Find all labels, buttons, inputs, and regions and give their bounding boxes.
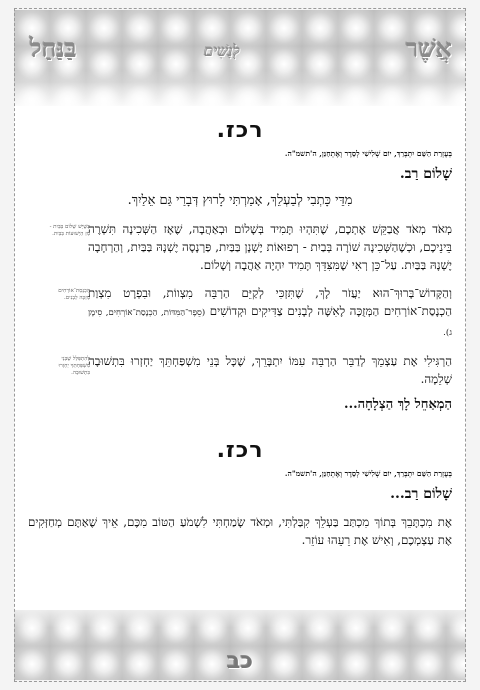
page-content	[28, 96, 452, 549]
letter-2-greeting: שָׁלוֹם רַב...	[390, 486, 452, 502]
letter-1-opening-line: מִדֵּי כָּתְבִי לְבַעְלֵךְ, אָמַרְתִּי לָרוּץ דְּבָרַי גַּם אֵלַיִךְ.	[127, 193, 353, 208]
book-logo-word-middle: לְנָשִׁים	[204, 42, 240, 60]
letter-1-paragraph-2-text: וְהַקָּדוֹשׁ־בָּרוּךְ־הוּא יַעֲזֹר לָךְ, שֶׁתִּזְכִּי לְקַיֵּם הַרְבֵּה מִצְווֹת, וּבִפְרָט מִצְוַת הַכְנָסַת־אוֹרְחִים הַמְּזֻכָּה לָאִשָּׁה לְבָנִים צַדִּיקִים וּקְדוֹשִׁים	[88, 286, 452, 318]
letter-1-paragraph-2-block	[28, 284, 452, 342]
page-number: כב	[227, 649, 253, 674]
letter-1-paragraph-3: הַרְגִּילִי אֶת עַצְמֵךְ לְדַבֵּר הַרְבֵּה עִמּוֹ יִתְבָּרֵךְ, שֶׁכָּל בְּנֵי מִשְׁפַּחְתֵּךְ יַחְזְרוּ בִּתְשׁוּבָה שְׁלֵמָה.	[88, 354, 452, 386]
letter-1-paragraph-3-block	[28, 352, 452, 388]
letter-1-heading: רכז.	[216, 118, 264, 143]
letter-1-paragraph-1: מְאֹד מְאֹד אֲבַקֵּשׁ אֶתְכֶם, שֶׁתִּהְיוּ תָּמִיד בְּשָׁלוֹם וּבְאַהֲבָה, שֶׁאָז הַשְּׁכִינָה תִּשְׁרֶה בֵּינֵיכֶם, וּכְשֶׁהַשְּׁכִינָה שׁוֹרָה בְּבַיִת - רְפוּאוֹת יֶשְׁנָן בַּבַּיִת, פַּרְנָסָה יֶשְׁנָהּ בַּבַּיִת, וְהַרְחָבָה יֶשְׁנָהּ בַּבַּיִת. עַל־כֵּן רְאִי שֶׁמִּצִּדֵּךְ תָּמִיד יִהְיֶה אַהֲבָה וְשָׁלוֹם.	[88, 222, 452, 272]
letter-2-heading: רכז.	[216, 438, 264, 463]
letter-1-paragraph-2	[88, 284, 452, 342]
letter-1-source-reference: (סֵפֶר־הַמִּדּוֹת, הַכְנָסַת־אוֹרְחִים, סִימָן ג).	[88, 308, 452, 338]
letter-2-paragraph-1-block	[28, 513, 452, 549]
footer-fade	[14, 602, 466, 628]
letter-2-dateline: בְּעֶזְרַת הַשֵּׁם יִתְבָּרֵךְ, יוֹם שְׁלִישִׁי לְסֵדֶר וָאֶתְחַנַּן, ה'תשמ"ה.	[284, 469, 452, 478]
letter-1-closing: הַמְאַחֵל לָךְ הַצְלָחָה...	[344, 397, 452, 412]
letter-1-paragraph-1-block	[28, 220, 452, 274]
book-logo-word-left: בַּנַּחַל	[30, 34, 77, 63]
book-logo-word-right: אֲשֶׁר	[405, 34, 452, 63]
margin-note-1: כְּשֶׁיֵּשׁ שָׁלוֹם בַּבַּיִת - מְזַ הַיְשׁוּעוֹת בַּבַּיִת.	[49, 224, 90, 237]
letter-1-dateline: בְּעֶזְרַת הַשֵּׁם יִתְבָּרֵךְ, יוֹם שְׁלִישִׁי לְסֵדֶר וָאֶתְחַנַּן, ה'תשמ"ה.	[284, 149, 452, 158]
letter-1-greeting: שָׁלוֹם רַב.	[399, 166, 452, 182]
letter-2-paragraph-1: אֶת מִכְתָּבֵךְ בְּתוֹךְ מִכְתַּב בַּעְלֵךְ קִבַּלְתִּי, וּמְאֹד שָׂמַחְתִּי לִשְׁמֹעַ הַטּוֹב מִכֶּם, אֵיךְ שֶׁאַתֶּם מְחַזְּקִים אֶת עַצְמְכֶם, וְאִישׁ אֶת רֵעֵהוּ עוֹזֵר.	[28, 515, 452, 547]
margin-note-3: לְהִתְפַּלֵּל שֶׁבְּנֵי מִשְׁפַּחְתֵּךְ יַחְזְרוּ בִּתְשׁוּבָה.	[58, 356, 90, 376]
margin-note-2: הַכְנָסַת־אוֹרְחִים מְזַכָּה לְבָנִים.	[58, 288, 90, 301]
book-header	[14, 10, 466, 90]
